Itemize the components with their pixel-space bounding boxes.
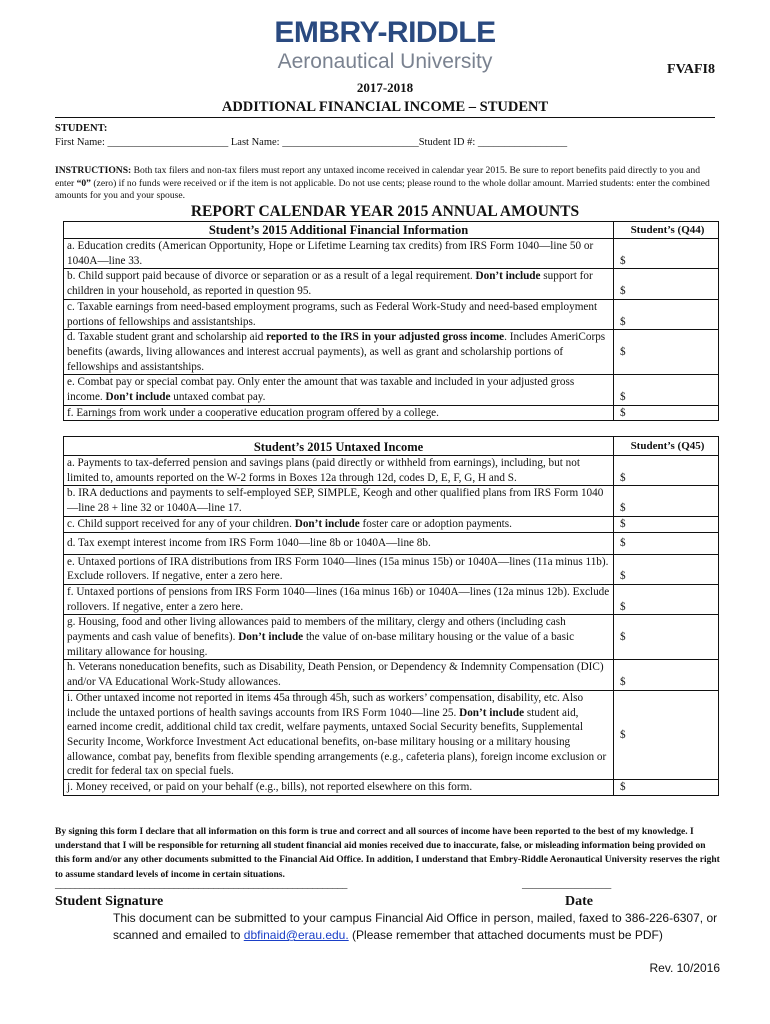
email-link[interactable]: dbfinaid@erau.edu.	[243, 928, 349, 942]
amount-45f[interactable]: $	[614, 584, 719, 614]
report-heading: REPORT CALENDAR YEAR 2015 ANNUAL AMOUNTS	[190, 203, 580, 220]
amount-45g[interactable]: $	[614, 615, 719, 660]
item-45f: f. Untaxed portions of pensions from IRS Form 1040—lines (16a minus 16b) or 1040A—lines (12a minus 12b). Exclude rollovers. If negative, enter a zero here.	[64, 584, 614, 614]
last-name-field[interactable]: Last Name: __________________________	[230, 137, 419, 148]
table-row	[64, 456, 719, 486]
table-row	[64, 405, 719, 421]
item-45d: d. Tax exempt interest income from IRS Form 1040—line 8b or 1040A—line 8b.	[64, 532, 614, 554]
note-text: This document can be submitted to your campus Financial Aid Office in person, mailed, faxed to 386-226-6307, or scanned and emailed to	[113, 911, 718, 942]
amount-44a[interactable]: $	[614, 239, 719, 269]
instructions-label: INSTRUCTIONS:	[55, 165, 132, 176]
item-44c: c. Taxable earnings from need-based employment programs, such as Federal Work-Study and need-based employment portions of fellowships and assistantships.	[64, 299, 614, 329]
table-row	[64, 299, 719, 329]
award-year: 2017-2018	[356, 80, 414, 95]
instructions-text: Both tax filers and non-tax filers must report any untaxed income received in calendar year 2015. Be sure to report benefits paid directly to you and enter	[55, 165, 701, 189]
date-label: Date	[565, 894, 593, 909]
table-row	[64, 690, 719, 779]
amount-45i[interactable]: $	[614, 690, 719, 779]
logo-subtitle: Aeronautical University	[277, 50, 493, 73]
table-row	[64, 780, 719, 796]
table-row	[64, 660, 719, 690]
instructions-text-2: (zero) if no funds were received or if the item is not applicable. Do not use cents; please round to the whole dollar amount. Married students: enter the combined amounts for you and your spouse.	[55, 177, 710, 201]
table-row	[64, 375, 719, 405]
revision-date: Rev. 10/2016	[649, 961, 720, 975]
table-row	[64, 532, 719, 554]
item-44f: f. Earnings from work under a cooperative education program offered by a college.	[64, 405, 614, 421]
form-code: FVAFI8	[667, 62, 715, 77]
signature-line[interactable]: ___________________________________________________________	[55, 879, 348, 890]
table1-heading: Student’s 2015 Additional Financial Information	[64, 222, 614, 239]
table-row	[64, 516, 719, 532]
table-row	[64, 554, 719, 584]
first-name-field[interactable]: First Name: _______________________	[55, 137, 231, 148]
table-row	[64, 584, 719, 614]
amount-44c[interactable]: $	[614, 299, 719, 329]
table-row	[64, 239, 719, 269]
declaration-text: By signing this form I declare that all information on this form is true and correct and all sources of income have been reported to the best of my knowledge. I understand that I will be responsible for returning all student financial aid monies received due to inaccurate, false, or misleading information being provided on this form and/or any other documents submitted to the Financial Aid Office. In addition, I understand that Embry-Riddle Aeronautical University reserves the right to assume standard levels of income in certain situations.	[55, 827, 720, 880]
amount-44b[interactable]: $	[614, 269, 719, 299]
item-45a: a. Payments to tax-deferred pension and savings plans (paid directly or withheld from earnings), including, but not limited to, amounts reported on the W-2 forms in Boxes 12a through 12d, codes D, E, F, G, H and S.	[64, 456, 614, 486]
item-44a: a. Education credits (American Opportunity, Hope or Lifetime Learning tax credits) from IRS Form 1040—line 50 or 1040A—line 33.	[64, 239, 614, 269]
table-row	[64, 486, 719, 516]
student-heading: STUDENT:	[55, 123, 108, 134]
table-row	[64, 330, 719, 375]
item-45g: g. Housing, food and other living allowances paid to members of the military, clergy and others (including cash payments and cash value of benefits). Don’t include the value of on-base military housing or the value of a basic military allowance for housing.	[64, 615, 614, 660]
item-45c: c. Child support received for any of your children. Don’t include foster care or adoption payments.	[64, 516, 614, 532]
amount-45d[interactable]: $	[614, 532, 719, 554]
item-45j: j. Money received, or paid on your behalf (e.g., bills), not reported elsewhere on this form.	[64, 780, 614, 796]
item-45e: e. Untaxed portions of IRA distributions from IRS Form 1040—lines (15a minus 15b) or 1040A—lines (11a minus 11b). Exclude rollovers. If negative, enter a zero here.	[64, 554, 614, 584]
table-row	[64, 269, 719, 299]
instructions-zero: “0”	[76, 177, 91, 189]
item-45h: h. Veterans noneducation benefits, such as Disability, Death Pension, or Dependency & Indemnity Compensation (DIC) and/or VA Educational Work-Study allowances.	[64, 660, 614, 690]
logo-wordmark: EMBRY-RIDDLE	[274, 16, 496, 49]
item-45b: b. IRA deductions and payments to self-employed SEP, SIMPLE, Keogh and other qualified plans from IRS Form 1040—line 28 + line 32 or 1040A—line 17.	[64, 486, 614, 516]
table2-column-header: Student’s (Q45)	[614, 437, 719, 456]
table2-heading: Student’s 2015 Untaxed Income	[64, 437, 614, 456]
amount-45h[interactable]: $	[614, 660, 719, 690]
student-id-field[interactable]: Student ID #: _________________	[418, 137, 568, 148]
date-line[interactable]: _________________	[522, 879, 612, 890]
signature-label: Student Signature	[55, 894, 164, 909]
item-44e: e. Combat pay or special combat pay. Only enter the amount that was taxable and included in your adjusted gross income. Don’t include untaxed combat pay.	[64, 375, 614, 405]
untaxed-income-table	[63, 436, 719, 796]
amount-45a[interactable]: $	[614, 456, 719, 486]
amount-44e[interactable]: $	[614, 375, 719, 405]
amount-45b[interactable]: $	[614, 486, 719, 516]
additional-financial-info-table	[63, 221, 719, 421]
page-title: ADDITIONAL FINANCIAL INCOME – STUDENT	[221, 99, 549, 115]
student-info-row	[55, 137, 567, 148]
amount-44d[interactable]: $	[614, 330, 719, 375]
amount-45e[interactable]: $	[614, 554, 719, 584]
note-text-2: (Please remember that attached documents must be PDF)	[348, 928, 663, 942]
instructions	[55, 165, 715, 203]
item-45i: i. Other untaxed income not reported in items 45a through 45h, such as workers’ compensation, disability, etc. Also include the untaxed portions of health savings accounts from IRS Form 1040—line 25. Don’t include student aid, earned income credit, additional child tax credit, welfare payments, untaxed Social Security benefits, Supplemental Security Income, Workforce Investment Act educational benefits, on-base military housing or a military housing allowance, combat pay, benefits from flexible spending arrangements (e.g., cafeteria plans), foreign income exclusion or credit for federal tax on special fuels.	[64, 690, 614, 779]
submission-note	[113, 910, 718, 944]
title-rule	[55, 117, 715, 118]
amount-45j[interactable]: $	[614, 780, 719, 796]
table1-column-header: Student’s (Q44)	[614, 222, 719, 239]
item-44b: b. Child support paid because of divorce or separation or as a result of a legal requirement. Don’t include support for children in your household, as reported in question 95.	[64, 269, 614, 299]
amount-44f[interactable]: $	[614, 405, 719, 421]
table-row	[64, 615, 719, 660]
amount-45c[interactable]: $	[614, 516, 719, 532]
item-44d: d. Taxable student grant and scholarship aid reported to the IRS in your adjusted gross income. Includes AmeriCorps benefits (awards, living allowances and interest accrual payments), as well as grant and scholarship portions of fellowships and assistantships.	[64, 330, 614, 375]
